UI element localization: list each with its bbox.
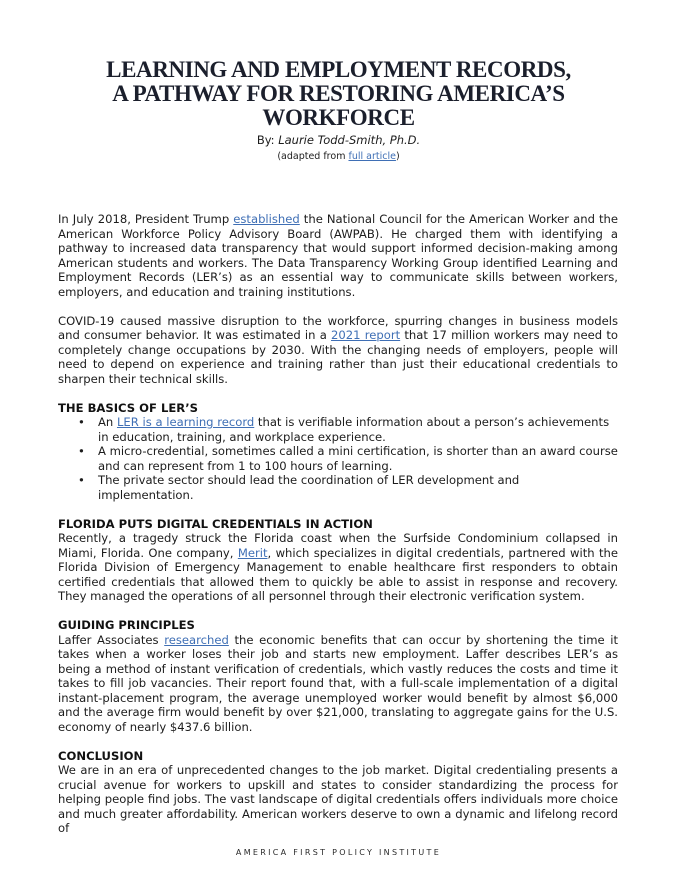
guiding-paragraph <box>58 633 618 735</box>
para2-text-b: that 17 million workers may need to completely change occupations by 2030. With the changing needs of employers, people will need to depend on experience and training rather than just their educational credentials to sharpen their technical skills. <box>58 328 618 386</box>
florida-text-b: , which specializes in digital credentials, partnered with the Florida Division of Emergency Management to enable healthcare first responders to obtain certified credentials that allowed them to quickly be able to assist in response and recovery. They managed the operations of all personnel through their electronic verification system. <box>58 545 618 603</box>
adapted-prefix: (adapted from <box>277 151 349 162</box>
conclusion-paragraph: We are in an era of unprecedented changes to the job market. Digital credentialing presents a crucial avenue for workers to upskill and states to consider standardizing the process for helping people find jobs. The vast landscape of digital credentials offers individuals more choice and much greater affordability. American workers deserve to own a dynamic and lifelong record of <box>58 763 618 835</box>
para1-text-b: the National Council for the American Worker and the American Workforce Policy Advisory Board (AWPAB). He charged them with identifying a pathway to increased data transparency that would support informed decision-making among American students and workers. The Data Transparency Working Group identified Learning and Employment Records (LER’s) as an essential way to communicate skills between workers, employers, and education and training institutions. <box>58 212 618 299</box>
byline-prefix: By: <box>256 133 279 147</box>
conclusion-heading: CONCLUSION <box>58 748 144 763</box>
adapted-note <box>0 151 677 163</box>
list-item <box>58 444 618 473</box>
byline <box>0 133 677 148</box>
full-article-link[interactable]: full article <box>348 151 396 162</box>
florida-paragraph <box>58 531 618 604</box>
bullet-icon: • <box>78 415 85 429</box>
list-item <box>58 415 618 444</box>
bullet-icon: • <box>78 444 85 458</box>
item2-text: A micro-credential, sometimes called a mini certification, is shorter than an award course and can represent from 1 to 100 hours of learning. <box>98 444 618 473</box>
merit-link[interactable]: Merit <box>237 545 268 560</box>
intro-paragraph <box>58 212 618 299</box>
title-line-1: LEARNING AND EMPLOYMENT RECORDS, <box>106 57 571 82</box>
guiding-text-b: the economic benefits that can occur by shortening the time it takes when a worker loses their job and starts new employment. Laffer describes LER’s as being a method of instant verification of credentials, which vastly reduces the costs and time it takes to fill job vacancies. Their report found that, with a full-scale implementation of a digital instant-placement program, the average unemployed worker would benefit by almost $6,000 and the average firm would benefit by over $21,000, translating to aggregate gains for the U.S. economy of nearly $437.6 billion. <box>58 632 618 734</box>
adapted-suffix: ) <box>395 151 400 162</box>
item1-text-a: An <box>98 415 117 429</box>
page-title <box>0 58 677 130</box>
report-2021-link[interactable]: 2021 report <box>331 328 401 342</box>
para2-text-a: COVID-19 caused massive disruption to the workforce, spurring changes in business models and consumer behavior. It was estimated in a <box>58 313 618 342</box>
title-line-3: WORKFORCE <box>262 105 415 130</box>
footer-organization: AMERICA FIRST POLICY INSTITUTE <box>235 848 442 857</box>
article-body <box>58 212 618 836</box>
item3-text: The private sector should lead the coordination of LER development and implementation. <box>98 473 520 502</box>
guiding-heading: GUIDING PRINCIPLES <box>58 618 195 632</box>
author-name: Laurie Todd-Smith, Ph.D. <box>278 133 421 147</box>
item1-text-b: that is verifiable information about a person’s achievements in education, training, and workplace experience. <box>98 415 610 444</box>
bullet-icon: • <box>78 473 85 487</box>
covid-paragraph <box>58 314 618 387</box>
title-line-2: A PATHWAY FOR RESTORING AMERICA’S <box>112 81 565 106</box>
guiding-text-a: Laffer Associates <box>58 632 165 647</box>
basics-list <box>58 415 618 502</box>
florida-text-a: Recently, a tragedy struck the Florida coast when the Surfside Condominium collapsed in Miami, Florida. One company, <box>58 531 618 560</box>
basics-heading: THE BASICS OF LER’S <box>58 400 198 415</box>
list-item <box>58 473 618 502</box>
researched-link[interactable]: researched <box>164 632 229 647</box>
para1-text-a: In July 2018, President Trump <box>58 212 234 226</box>
florida-heading: FLORIDA PUTS DIGITAL CREDENTIALS IN ACTION <box>58 516 373 531</box>
ler-learning-record-link[interactable]: LER is a learning record <box>116 415 255 429</box>
established-link[interactable]: established <box>233 212 300 226</box>
